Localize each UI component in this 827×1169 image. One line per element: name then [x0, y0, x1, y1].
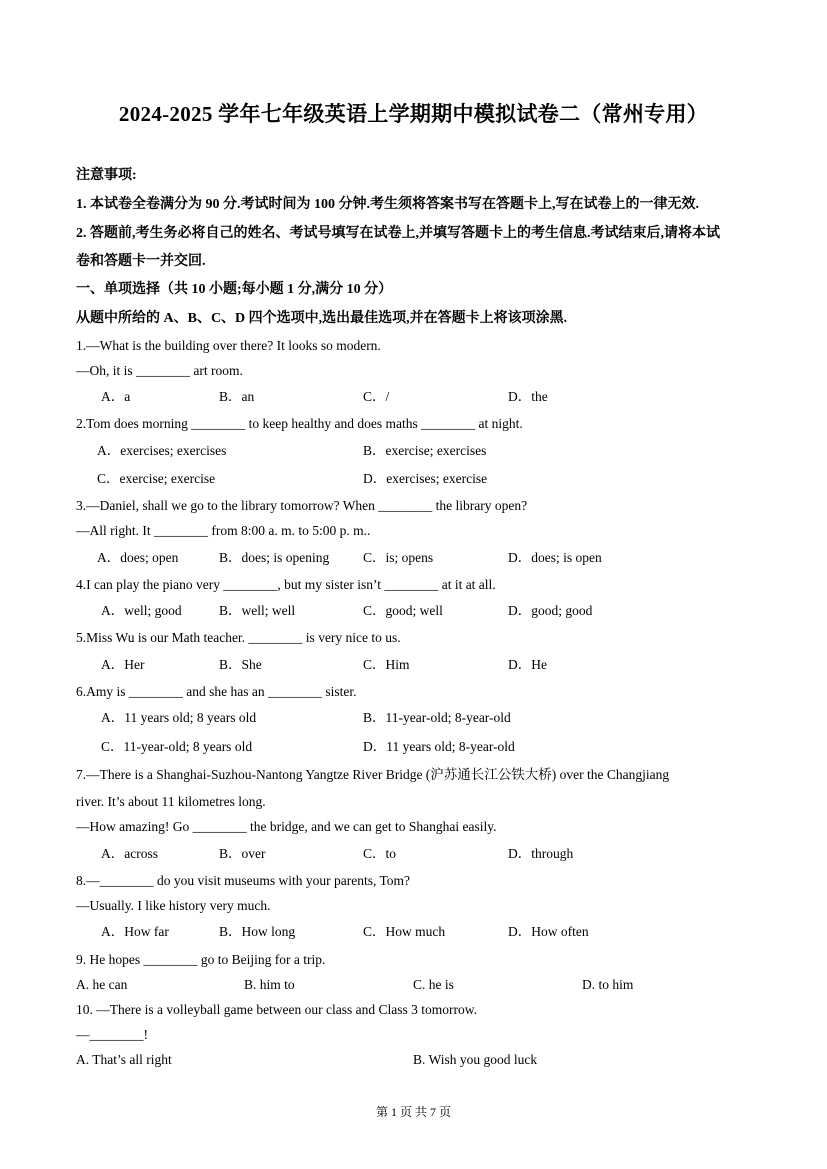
question-5-line-1: 5.Miss Wu is our Math teacher. ________ is very nice to us. — [76, 630, 401, 645]
question-7-line-1: 7.—There is a Shanghai-Suzhou-Nantong Yangtze River Bridge (沪苏通长江公铁大桥) over the Changjiang — [76, 767, 670, 782]
q2-option-b: B．exercise; exercises — [363, 443, 487, 458]
question-4-line-1: 4.I can play the piano very ________, but my sister isn’t ________ at it at all. — [76, 577, 496, 592]
q6-option-c: C．11-year-old; 8 years old — [101, 739, 253, 754]
q5-option-b: B．She — [219, 657, 262, 672]
q7-option-c: C．to — [363, 846, 397, 861]
q2-option-c: C．exercise; exercise — [97, 471, 216, 486]
question-10-line-1: 10. —There is a volleyball game between our class and Class 3 tomorrow. — [76, 1002, 478, 1017]
question-8-line-2: —Usually. I like history very much. — [76, 898, 271, 913]
q4-option-b: B．well; well — [219, 603, 296, 618]
q4-option-c: C．good; well — [363, 603, 443, 618]
q2-option-d: D．exercises; exercise — [363, 471, 488, 486]
question-10-line-2: —________! — [76, 1027, 148, 1042]
q3-option-a: A．does; open — [97, 550, 179, 565]
notes-heading: 注意事项: — [76, 168, 137, 183]
q3-option-c: C．is; opens — [363, 550, 434, 565]
q6-option-d: D．11 years old; 8-year-old — [363, 739, 515, 754]
q8-option-a: A．How far — [101, 924, 169, 939]
q1-option-b: B．an — [219, 389, 255, 404]
q2-option-a: A．exercises; exercises — [97, 443, 227, 458]
q8-option-c: C．How much — [363, 924, 446, 939]
q3-option-b: B．does; is opening — [219, 550, 330, 565]
q4-option-d: D．good; good — [508, 603, 593, 618]
question-8-line-1: 8.—________ do you visit museums with your parents, Tom? — [76, 873, 411, 888]
question-3-line-1: 3.—Daniel, shall we go to the library tomorrow? When ________ the library open? — [76, 498, 528, 513]
q9-option-d: D. to him — [582, 977, 634, 992]
question-6-line-1: 6.Amy is ________ and she has an ________ sister. — [76, 684, 357, 699]
note-1: 1. 本试卷全卷满分为 90 分.考试时间为 100 分钟.考生须将答案书写在答题卡上,写在试卷上的一律无效. — [76, 197, 699, 212]
q5-option-c: C．Him — [363, 657, 410, 672]
question-3-line-2: —All right. It ________ from 8:00 a. m. to 5:00 p. m.. — [76, 523, 371, 538]
q5-option-d: D．He — [508, 657, 547, 672]
q7-option-b: B．over — [219, 846, 266, 861]
note-2-line-1: 2. 答题前,考生务必将自己的姓名、考试号填写在试卷上,并填写答题卡上的考生信息.考试结束后,请将本试 — [76, 226, 720, 241]
question-1-line-1: 1.—What is the building over there? It looks so modern. — [76, 338, 381, 353]
q8-option-d: D．How often — [508, 924, 589, 939]
q7-option-d: D．through — [508, 846, 574, 861]
q5-option-a: A．Her — [101, 657, 145, 672]
note-2-line-2: 卷和答题卡一并交回. — [76, 254, 206, 269]
page-footer: 第 1 页 共 7 页 — [375, 1105, 451, 1119]
q10-option-b: B. Wish you good luck — [413, 1052, 538, 1067]
question-7-line-2: river. It’s about 11 kilometres long. — [76, 794, 266, 809]
q8-option-b: B．How long — [219, 924, 296, 939]
q9-option-a: A. he can — [76, 977, 128, 992]
q1-option-c: C．/ — [363, 389, 390, 404]
section-instruction: 从题中所给的 A、B、C、D 四个选项中,选出最佳选项,并在答题卡上将该项涂黑. — [76, 311, 568, 326]
page-title: 2024-2025 学年七年级英语上学期期中模拟试卷二（常州专用） — [118, 102, 709, 126]
q9-option-c: C. he is — [413, 977, 454, 992]
q9-option-b: B. him to — [244, 977, 295, 992]
question-2-line-1: 2.Tom does morning ________ to keep healthy and does maths ________ at night. — [76, 416, 523, 431]
q1-option-a: A．a — [101, 389, 131, 404]
question-1-line-2: —Oh, it is ________ art room. — [76, 363, 243, 378]
q4-option-a: A．well; good — [101, 603, 182, 618]
question-9-line-1: 9. He hopes ________ go to Beijing for a trip. — [76, 952, 326, 967]
q10-option-a: A. That’s all right — [76, 1052, 172, 1067]
section-heading: 一、单项选择（共 10 小题;每小题 1 分,满分 10 分） — [76, 282, 393, 297]
q6-option-a: A．11 years old; 8 years old — [101, 710, 257, 725]
q3-option-d: D．does; is open — [508, 550, 602, 565]
q1-option-d: D．the — [508, 389, 548, 404]
q7-option-a: A．across — [101, 846, 158, 861]
question-7-line-3: —How amazing! Go ________ the bridge, and we can get to Shanghai easily. — [76, 819, 497, 834]
q6-option-b: B．11-year-old; 8-year-old — [363, 710, 511, 725]
